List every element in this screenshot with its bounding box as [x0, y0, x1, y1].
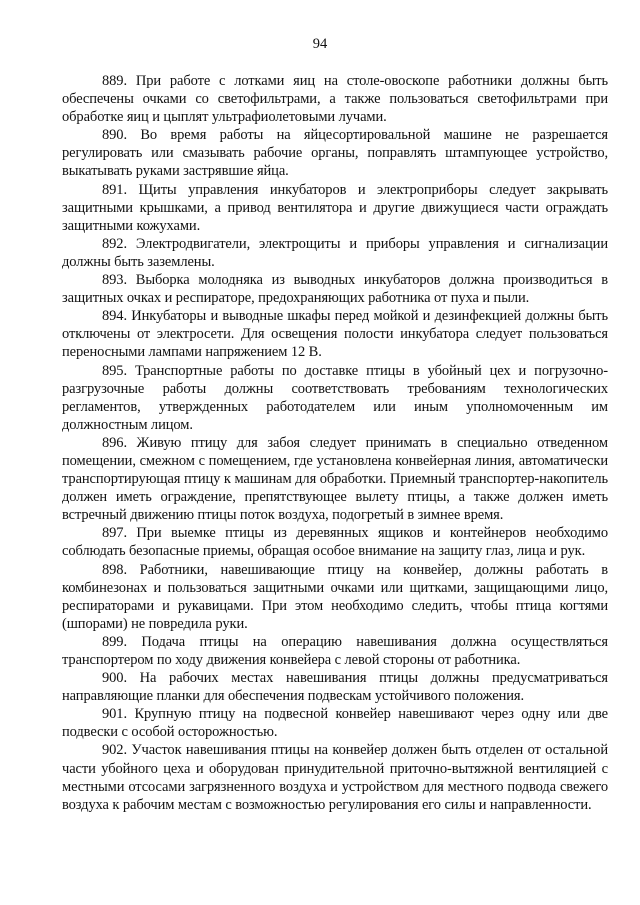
- page-number: 94: [312, 36, 328, 52]
- paragraph-892: 892. Электродвигатели, электрощиты и приборы управления и сигнализации должны быть заземлены.: [62, 235, 608, 270]
- paragraph-901: 901. Крупную птицу на подвесной конвейер навешивают через одну или две подвески с особой осторожностью.: [62, 706, 608, 741]
- paragraph-895: 895. Транспортные работы по доставке птицы в убойный цех и погрузочно-разгрузочные работы должны соответствовать требованиям технологических регламентов, утвержденных работодателем или иным уполномоченным им должностным лицом.: [62, 362, 608, 433]
- paragraph-893: 893. Выборка молодняка из выводных инкубаторов должна производиться в защитных очках и респираторе, предохраняющих работника от пуха и пыли.: [62, 272, 608, 307]
- paragraph-902: 902. Участок навешивания птицы на конвейер должен быть отделен от остальной части убойного цеха и оборудован принудительной приточно-вытяжной вентиляцией с местными отсосами загрязненного воздуха и устройством для местного подвода свежего воздуха к рабочим местам с возможностью регулирования его силы и направленности.: [62, 742, 608, 813]
- paragraph-894: 894. Инкубаторы и выводные шкафы перед мойкой и дезинфекцией должны быть отключены от электросети. Для освещения полости инкубатора следует пользоваться переносными лампами напряжением 12 В.: [62, 308, 608, 361]
- paragraph-898: 898. Работники, навешивающие птицу на конвейер, должны работать в комбинезонах и пользоваться защитными очками или щитками, защищающими лицо, респираторами и рукавицами. При этом необходимо следить, чтобы птица когтями (шпорами) не повредила руки.: [62, 561, 608, 632]
- paragraph-897: 897. При выемке птицы из деревянных ящиков и контейнеров необходимо соблюдать безопасные приемы, обращая особое внимание на защиту глаз, лица и рук.: [62, 525, 608, 560]
- paragraph-899: 899. Подача птицы на операцию навешивания должна осуществляться транспортером по ходу движения конвейера с левой стороны от работника.: [62, 633, 608, 668]
- paragraph-896: 896. Живую птицу для забоя следует принимать в специально отведенном помещении, смежном с помещением, где установлена конвейерная линия, автоматически транспортирующая птицу к машинам для обработки. Приемный транспортер-накопитель должен иметь ограждение, препятствующее вылету птицы, а также должен иметь встречный движению птицы поток воздуха, подогретый в зимнее время.: [62, 434, 608, 524]
- paragraph-890: 890. Во время работы на яйцесортировальной машине не разрешается регулировать или смазывать рабочие органы, поправлять штампующее устройство, выкатывать руками застрявшие яйца.: [62, 127, 608, 180]
- paragraph-900: 900. На рабочих местах навешивания птицы должны предусматриваться направляющие планки для обеспечения подвескам устойчивого положения.: [62, 670, 608, 705]
- document-body: [62, 72, 608, 814]
- paragraph-889: 889. При работе с лотками яиц на столе-овоскопе работники должны быть обеспечены очками со светофильтрами, а также пользоваться светофильтрами при обработке яиц и цыплят ультрафиолетовыми лучами.: [62, 73, 608, 126]
- paragraph-891: 891. Щиты управления инкубаторов и электроприборы следует закрывать защитными крышками, а привод вентилятора и другие движущиеся части ограждать защитными кожухами.: [62, 181, 608, 234]
